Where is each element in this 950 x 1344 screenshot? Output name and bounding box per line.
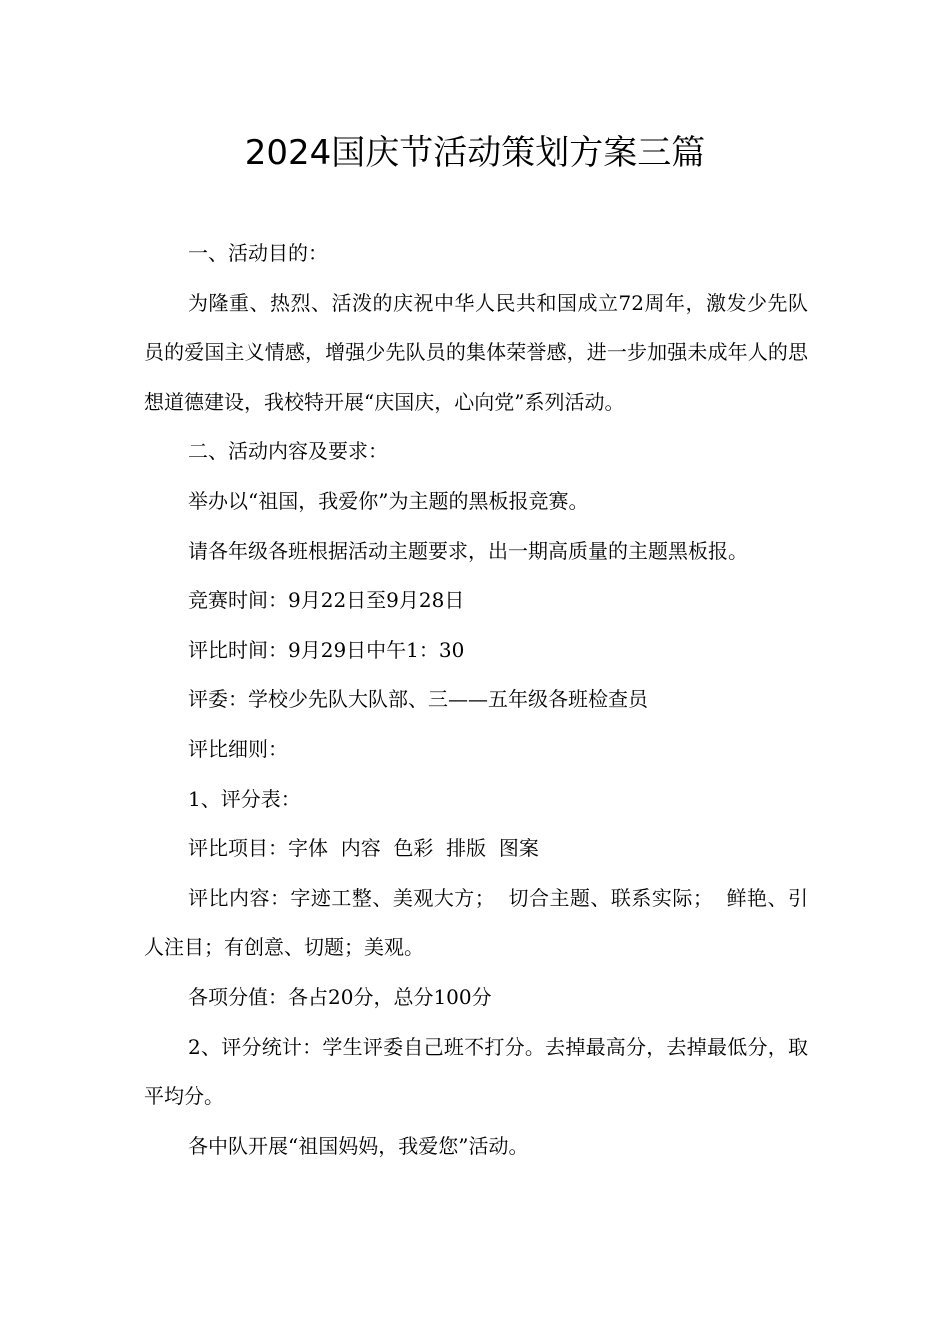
paragraph-judging-items: 评比项目：字体 内容 色彩 排版 图案 (188, 836, 539, 861)
paragraph-squadron-activity: 各中队开展“祖国妈妈，我爱您”活动。 (188, 1133, 529, 1158)
paragraph-score-statistics: 2、评分统计：学生评委自己班不打分。去掉最高分，去掉最低分，取平均分。 (144, 1034, 808, 1109)
paragraph-judging-time: 评比时间：9月29日中午1：30 (188, 637, 465, 662)
paragraph-blackboard-contest: 举办以“祖国，我爱你”为主题的黑板报竞赛。 (188, 488, 589, 513)
paragraph-contest-time: 竞赛时间：9月22日至9月28日 (188, 588, 465, 613)
paragraph-class-requirement: 请各年级各班根据活动主题要求，出一期高质量的主题黑板报。 (188, 538, 748, 563)
section-heading-content: 二、活动内容及要求： (188, 439, 388, 464)
paragraph-score-table: 1、评分表： (188, 786, 301, 811)
section-heading-purpose: 一、活动目的： (188, 241, 328, 265)
document-body (144, 229, 808, 1171)
paragraph-judging-rules: 评比细则： (188, 736, 288, 761)
paragraph-judges: 评委：学校少先队大队部、三——五年级各班检查员 (188, 687, 648, 712)
paragraph-judging-content: 评比内容：字迹工整、美观大方； 切合主题、联系实际； 鲜艳、引人注目；有创意、切题；美观。 (144, 885, 808, 960)
paragraph-purpose: 为隆重、热烈、活泼的庆祝中华人民共和国成立72周年，激发少先队员的爱国主义情感，增强少先队员的集体荣誉感，进一步加强未成年人的思想道德建设，我校特开展“庆国庆，心向党”系列活动。 (144, 290, 808, 414)
document-title: 2024国庆节活动策划方案三篇 (244, 133, 706, 173)
paragraph-score-values: 各项分值：各占20分，总分100分 (188, 984, 492, 1009)
